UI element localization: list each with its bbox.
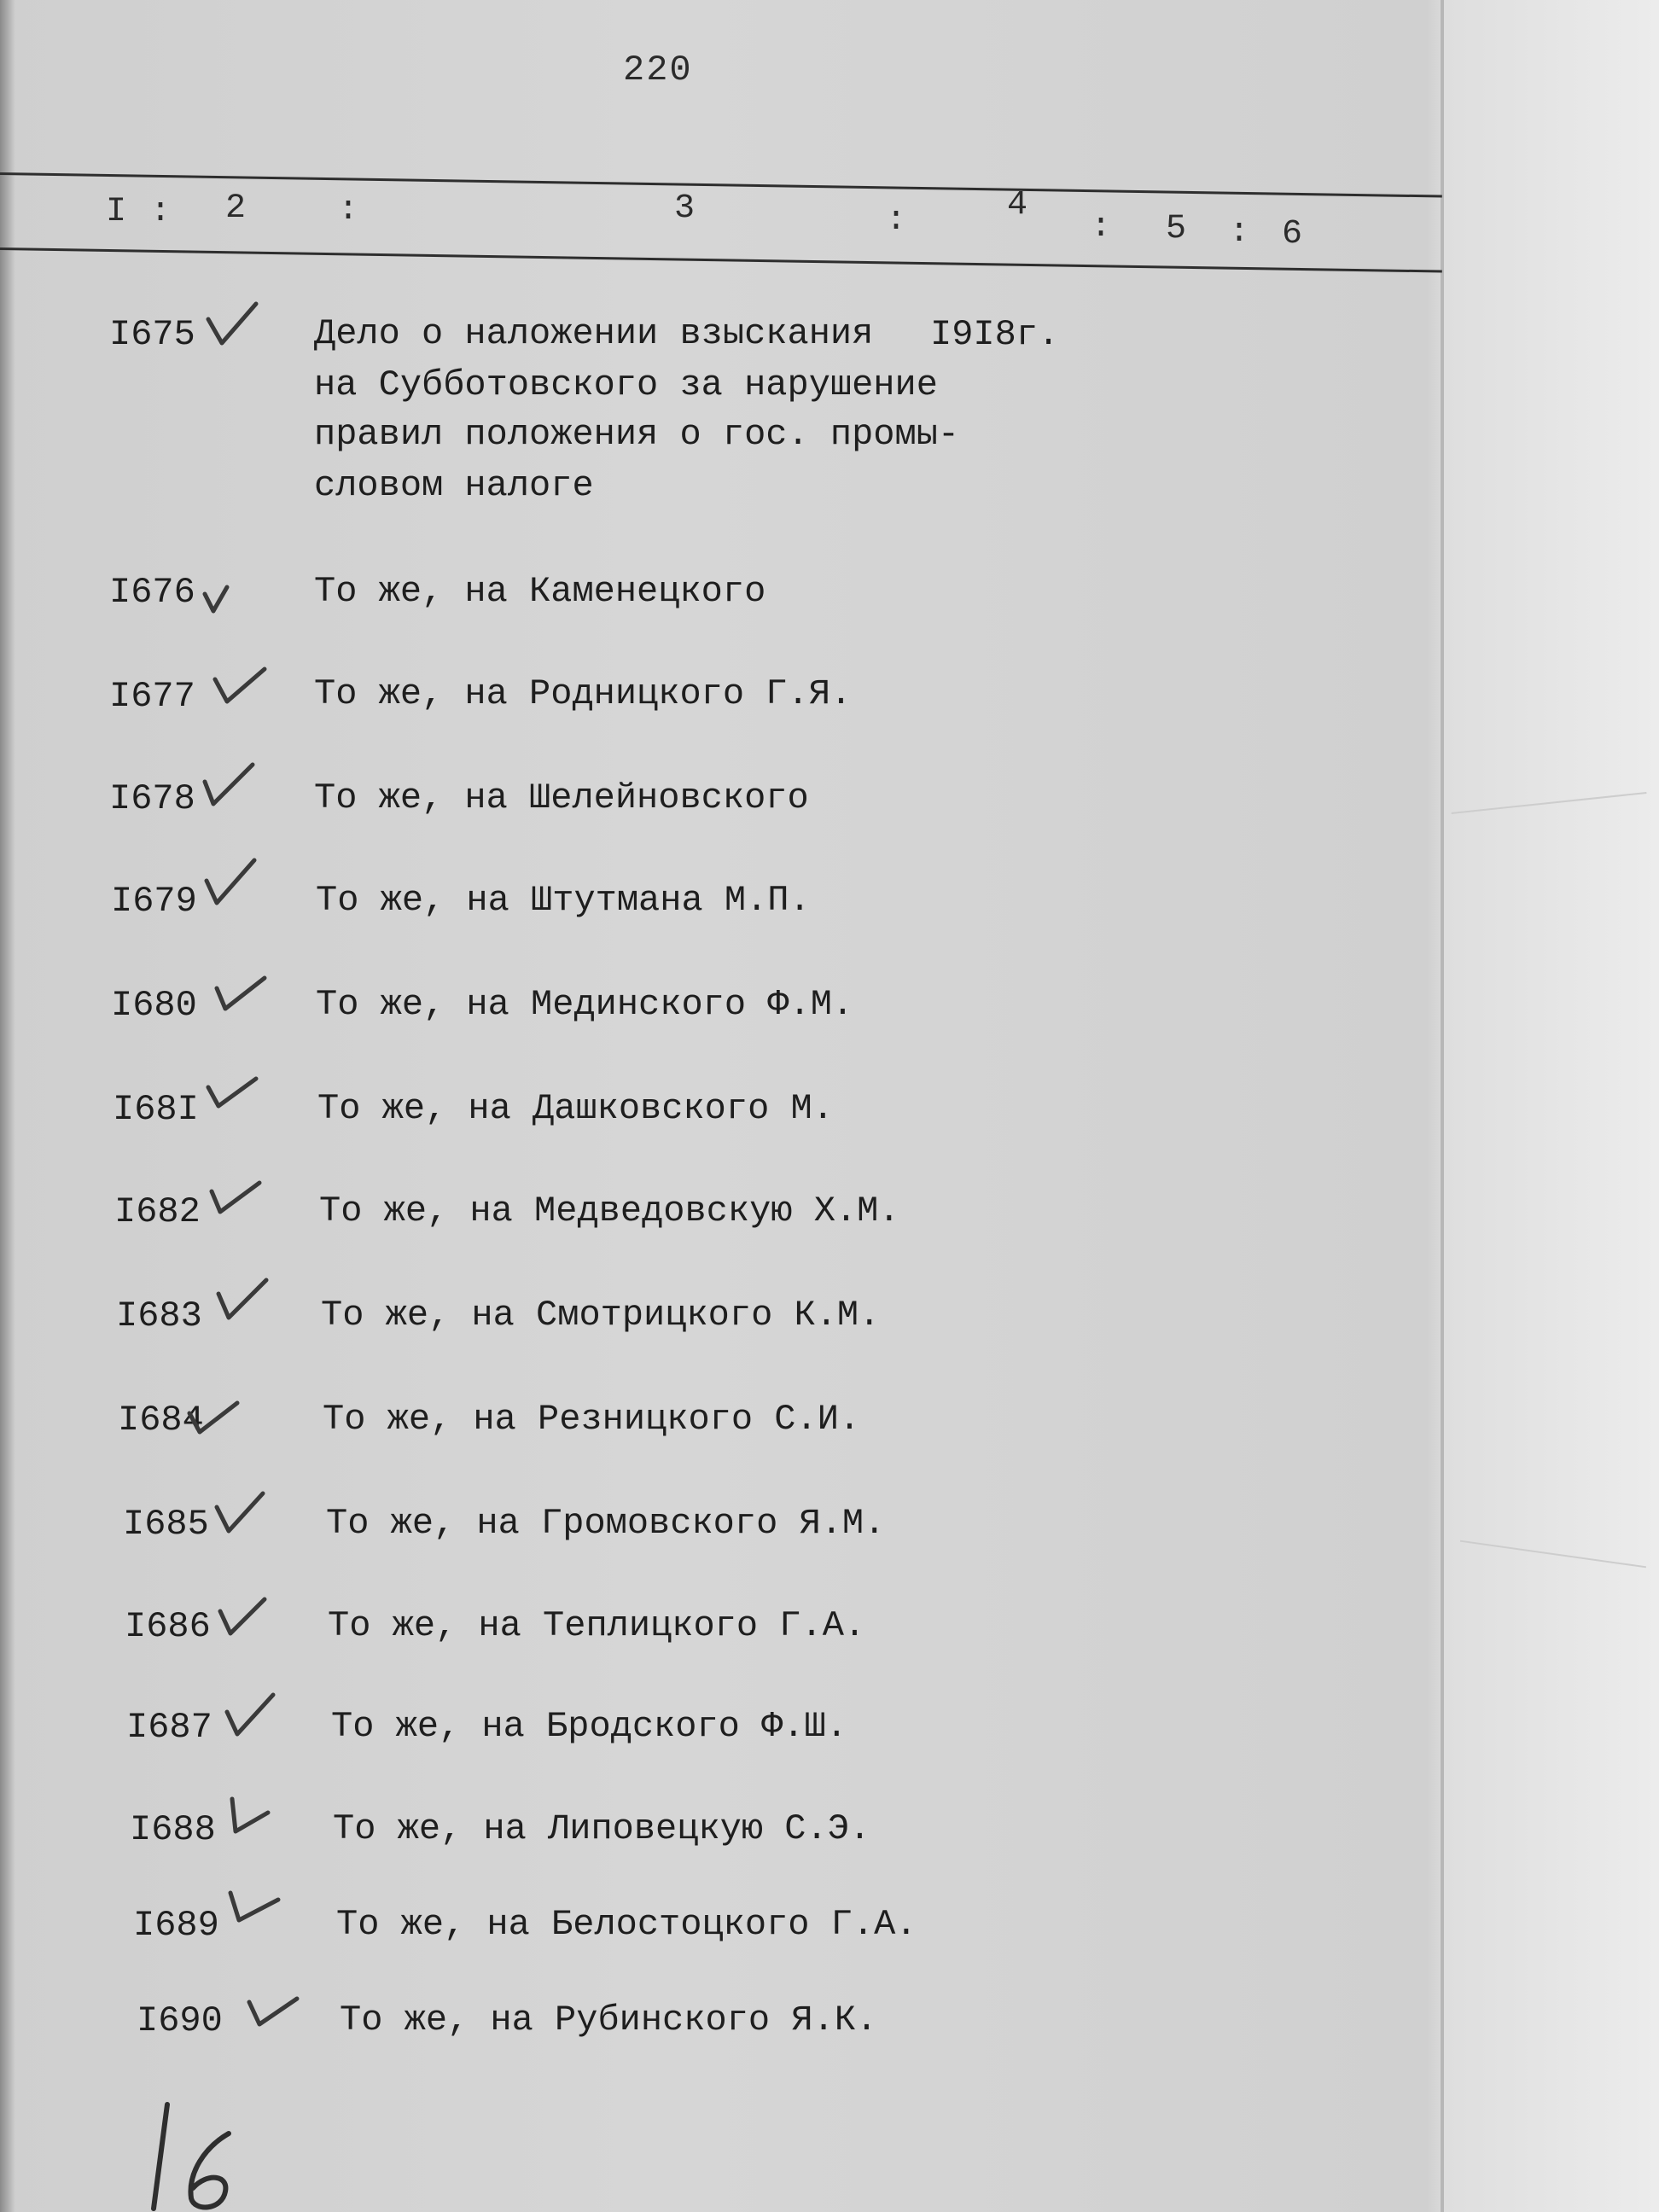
- column-separator: :: [150, 193, 172, 231]
- check-mark-icon: [184, 1391, 244, 1442]
- column-header: 5: [1166, 210, 1187, 248]
- entry-text-line: на Субботовского за нарушение: [314, 364, 938, 405]
- entry-text: То же, на Шелейновского: [314, 777, 809, 818]
- entry-number: I687: [126, 1707, 212, 1748]
- check-mark-icon: [203, 1067, 263, 1118]
- sheet-edge: [1441, 0, 1444, 2212]
- column-header: 2: [225, 189, 247, 228]
- entry-number: I68I: [113, 1089, 199, 1130]
- entry-text-line: правил положения о гос. промы-: [314, 414, 960, 455]
- check-mark-icon: [244, 1985, 304, 2036]
- header-bottom-rule: [0, 247, 1442, 273]
- entry-number: I675: [109, 314, 195, 355]
- column-separator: :: [1229, 213, 1250, 252]
- back-sheet: [1444, 0, 1659, 2212]
- check-mark-icon: [212, 969, 271, 1021]
- check-mark-icon: [198, 568, 258, 620]
- entry-text: То же, на Мединского Ф.М.: [316, 984, 854, 1025]
- binding-shadow: [0, 0, 15, 2212]
- entry-number: I686: [125, 1606, 211, 1647]
- column-separator: :: [886, 201, 907, 240]
- entry-number: I684: [118, 1400, 204, 1441]
- entry-text: То же, на Теплицкого Г.А.: [328, 1605, 866, 1646]
- check-mark-icon: [203, 299, 263, 350]
- entry-text: То же, на Рубинского Я.К.: [340, 2000, 878, 2040]
- check-mark-icon: [224, 1790, 283, 1842]
- check-mark-icon: [198, 760, 258, 811]
- entry-number: I682: [114, 1191, 201, 1232]
- entry-text: То же, на Медведовскую Х.М.: [319, 1190, 900, 1231]
- entry-number: I685: [123, 1504, 209, 1545]
- entry-text: То же, на Смотрицкого К.М.: [321, 1295, 881, 1336]
- page-number: 220: [623, 49, 693, 90]
- entry-text: То же, на Бродского Ф.Ш.: [331, 1706, 847, 1747]
- check-mark-icon: [210, 657, 270, 708]
- entry-number: I679: [111, 881, 197, 922]
- column-separator: :: [338, 191, 359, 230]
- column-separator: :: [1091, 208, 1112, 247]
- entry-text-line: Дело о наложении взыскания: [314, 313, 874, 354]
- column-header: 4: [1007, 186, 1028, 224]
- entry-number: I689: [133, 1905, 219, 1946]
- entry-text-line: словом налоге: [314, 465, 594, 506]
- check-mark-icon: [213, 1273, 273, 1324]
- entry-text: То же, на Резницкого С.И.: [323, 1399, 861, 1440]
- entry-number: I688: [130, 1809, 216, 1850]
- entry-number: I680: [111, 985, 197, 1026]
- check-mark-icon: [215, 1591, 275, 1642]
- entry-text: То же, на Штутмана М.П.: [316, 880, 811, 921]
- entry-number: I678: [109, 778, 195, 819]
- entry-text: То же, на Родницкого Г.Я.: [314, 673, 853, 714]
- entry-number: I690: [137, 2000, 223, 2041]
- entry-text: То же, на Липовецкую С.Э.: [333, 1808, 871, 1849]
- check-mark-icon: [201, 857, 261, 908]
- check-mark-icon: [224, 1881, 283, 1932]
- check-mark-icon: [212, 1487, 271, 1538]
- entry-text: То же, на Каменецкого: [314, 571, 766, 612]
- check-mark-icon: [207, 1169, 266, 1220]
- entry-date: I9I8г.: [930, 314, 1060, 355]
- header-top-rule: [0, 172, 1442, 198]
- entry-text: То же, на Громовского Я.М.: [326, 1503, 886, 1544]
- entry-text: То же, на Белостоцкого Г.А.: [336, 1904, 917, 1945]
- column-header: 6: [1282, 215, 1303, 253]
- entry-number: I683: [116, 1295, 202, 1336]
- entry-text: То же, на Дашковского М.: [317, 1088, 834, 1129]
- column-header: I: [106, 193, 127, 231]
- entry-number: I677: [109, 676, 195, 717]
- check-mark-icon: [220, 1690, 280, 1741]
- handwritten-16-mark: [128, 2099, 239, 2212]
- column-header: 3: [674, 189, 696, 228]
- entry-number: I676: [109, 572, 195, 613]
